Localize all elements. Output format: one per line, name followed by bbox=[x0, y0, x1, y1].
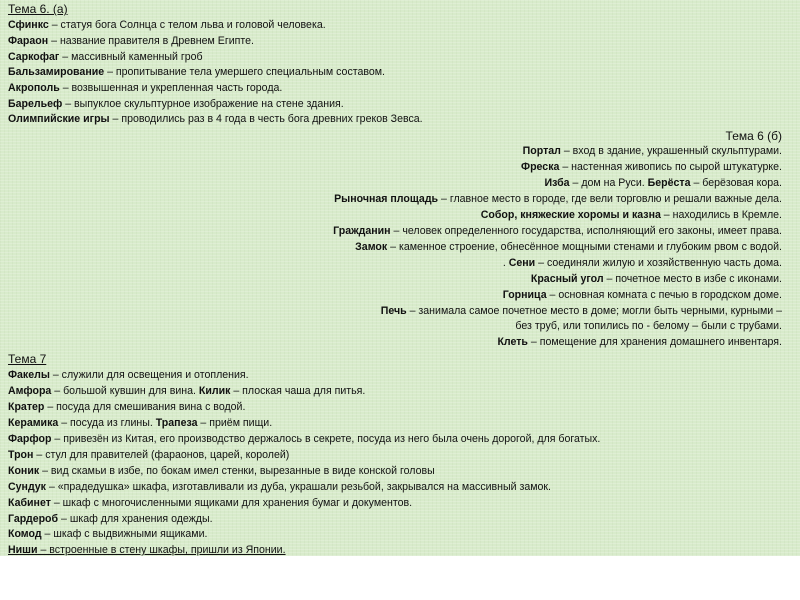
term-line: Барельеф – выпуклое скульптурное изображение на стене здания. bbox=[8, 98, 344, 110]
term-line: Олимпийские игры – проводились раз в 4 года в честь бога древних греков Зевса. bbox=[8, 113, 423, 125]
term-line: Акрополь – возвышенная и укрепленная часть города. bbox=[8, 82, 283, 94]
term-line: Факелы – служили для освещения и отопления. bbox=[8, 369, 249, 381]
term-line: Гражданин – человек определенного государства, исполняющий его законы, имеет права. bbox=[333, 225, 782, 237]
term-line: Ниши – встроенные в стену шкафы, пришли из Японии. bbox=[8, 544, 286, 556]
term-line: Саркофаг – массивный каменный гроб bbox=[8, 51, 203, 63]
term-line: Портал – вход в здание, украшенный скульптурами. bbox=[522, 145, 782, 157]
heading-7: Тема 7 bbox=[8, 352, 47, 366]
heading-6b: Тема 6 (б) bbox=[725, 129, 782, 143]
term-line: Клеть – помещение для хранения домашнего инвентаря. bbox=[497, 336, 782, 348]
term-line: Собор, княжеские хоромы и казна – находились в Кремле. bbox=[480, 209, 782, 221]
term-line: Фарфор – привезён из Китая, его производство держалось в секрете, посуда из него была очень дорогой, для богатых. bbox=[8, 433, 601, 445]
heading-6a: Тема 6. (а) bbox=[8, 2, 68, 16]
term-line: Амфора – большой кувшин для вина. Килик – плоская чаша для питья. bbox=[8, 385, 366, 397]
term-line: Кратер – посуда для смешивания вина с водой. bbox=[8, 401, 246, 413]
term-line: Гардероб – шкаф для хранения одежды. bbox=[8, 513, 213, 525]
term-line: Фреска – настенная живопись по сырой штукатурке. bbox=[521, 161, 782, 173]
term-line: . Сени – соединяли жилую и хозяйственную часть дома. bbox=[502, 257, 782, 269]
term-line: Трон – стул для правителей (фараонов, царей, королей) bbox=[8, 449, 290, 461]
term-line: Керамика – посуда из глины. Трапеза – приём пищи. bbox=[8, 417, 273, 429]
term-line: Печь – занимала самое почетное место в доме; могли быть черными, курными – bbox=[380, 305, 782, 317]
term-line: Горница – основная комната с печью в городском доме. bbox=[502, 289, 782, 301]
term-line: Сундук – «прадедушка» шкафа, изготавливали из дуба, украшали резьбой, закрывался на массивный замок. bbox=[8, 481, 552, 493]
term-line: Коник – вид скамьи в избе, по бокам имел стенки, вырезанные в виде конской головы bbox=[8, 465, 435, 477]
term-line: Красный угол – почетное место в избе с иконами. bbox=[530, 273, 782, 285]
term-line: Сфинкс – статуя бога Солнца с телом льва и головой человека. bbox=[8, 19, 326, 31]
term-line: Кабинет – шкаф с многочисленными ящиками для хранения бумаг и документов. bbox=[8, 497, 413, 509]
term-line: Бальзамирование – пропитывание тела умершего специальным составом. bbox=[8, 66, 385, 78]
term-line: Фараон – название правителя в Древнем Египте. bbox=[8, 35, 254, 47]
term-line-continuation: без труб, или топились по - белому – были с трубами. bbox=[515, 320, 782, 332]
term-line: Изба – дом на Руси. Берёста – берёзовая кора. bbox=[544, 177, 782, 189]
term-line: Замок – каменное строение, обнесённое мощными стенами и глубоким рвом с водой. bbox=[355, 241, 782, 253]
term-line: Рыночная площадь – главное место в городе, где вели торговлю и решали важные дела. bbox=[334, 193, 782, 205]
term-line: Комод – шкаф с выдвижными ящиками. bbox=[8, 528, 208, 540]
